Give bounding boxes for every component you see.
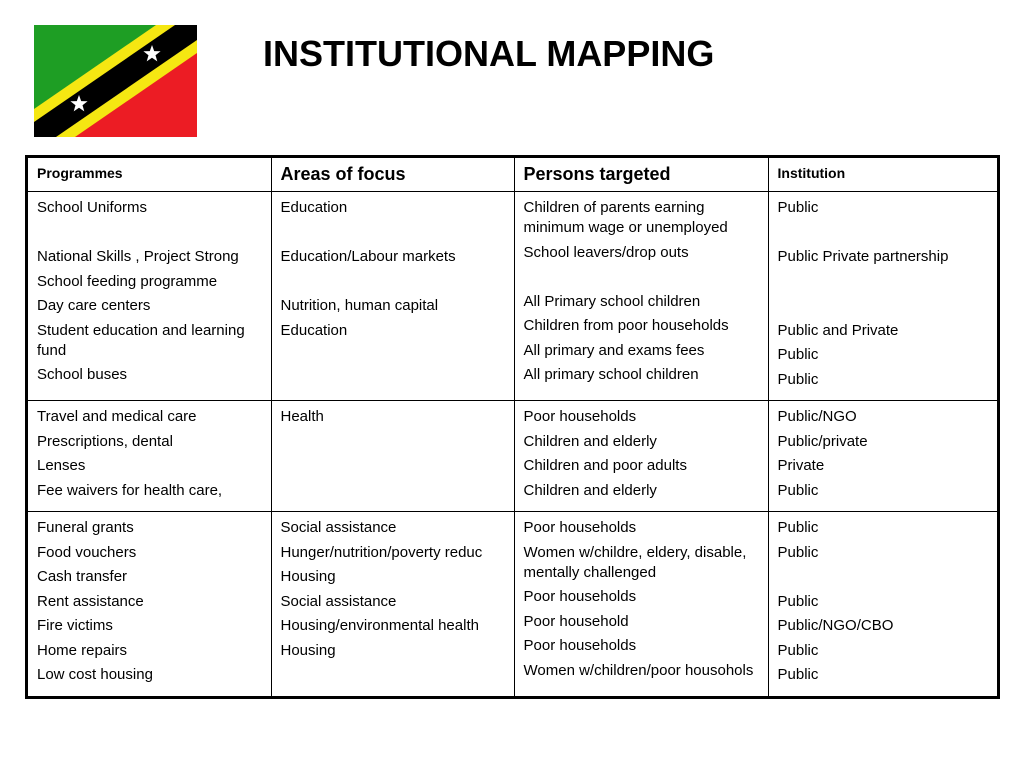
header-programmes: Programmes (28, 158, 271, 192)
cell-line: Public (777, 641, 819, 659)
cell-line: Funeral grants (37, 519, 134, 536)
cell-line: All primary and exams fees (523, 341, 705, 359)
header-institution: Institution (768, 158, 997, 192)
cell-line: Cash transfer (37, 568, 128, 585)
cell-line: National Skills , Project Strong (37, 248, 239, 265)
cell-line: Private (777, 457, 825, 474)
cell-line (524, 267, 759, 287)
cell-programmes (28, 512, 271, 696)
cell-line: Housing/environmental health (280, 617, 479, 634)
cell-line: Children and elderly (523, 481, 657, 499)
cell-line (281, 272, 505, 292)
header-row (28, 158, 997, 192)
cell-line (778, 567, 989, 587)
cell-line: Student education and learning fund (37, 321, 245, 359)
cell-line: Housing (280, 641, 336, 659)
cell-line: Public (777, 592, 819, 610)
saint-kitts-and-nevis-flag (34, 25, 197, 137)
cell-line: Social assistance (280, 592, 397, 610)
cell-line: Nutrition, human capital (280, 297, 439, 314)
cell-line (778, 223, 989, 243)
cell-areas-of-focus (271, 192, 514, 401)
cell-line: Public Private partnership (777, 248, 949, 265)
cell-line: Public (777, 543, 819, 561)
cell-line: Women w/childre, eldery, disable, mentally challenged (523, 543, 747, 581)
cell-line: Public (777, 346, 819, 363)
cell-persons-targeted (514, 192, 768, 401)
cell-line: Public (777, 481, 819, 499)
cell-line: Public (777, 519, 819, 536)
cell-areas-of-focus (271, 401, 514, 512)
cell-line: Fire victims (37, 617, 113, 634)
cell-programmes (28, 192, 271, 401)
cell-line: Poor households (523, 408, 637, 425)
cell-line: Education/Labour markets (280, 248, 456, 265)
cell-line: Travel and medical care (37, 408, 197, 425)
cell-line: Public (777, 666, 819, 683)
cell-line: Education (280, 321, 348, 339)
cell-line: Low cost housing (37, 666, 153, 683)
page-title: INSTITUTIONAL MAPPING (263, 33, 715, 74)
cell-line: Prescriptions, dental (37, 432, 173, 450)
cell-line: Fee waivers for health care, (37, 481, 223, 499)
cell-programmes (28, 401, 271, 512)
cell-institution (768, 512, 997, 696)
cell-line (37, 223, 262, 243)
cell-persons-targeted (514, 512, 768, 696)
cell-line: Poor households (523, 637, 637, 654)
cell-line: Public/NGO (777, 408, 857, 425)
table-row (28, 401, 997, 512)
table-row (28, 192, 997, 401)
cell-line: Public (777, 370, 819, 388)
cell-line: Poor households (523, 588, 637, 605)
cell-institution (768, 192, 997, 401)
cell-line: Public/private (777, 432, 868, 450)
table-row (28, 512, 997, 696)
cell-line: Rent assistance (37, 592, 144, 610)
cell-line: School buses (37, 366, 128, 383)
cell-line: Hunger/nutrition/poverty reduc (280, 543, 483, 561)
cell-line: All Primary school children (523, 292, 701, 310)
cell-line: Home repairs (37, 641, 128, 659)
cell-persons-targeted (514, 401, 768, 512)
cell-line: Public/NGO/CBO (777, 617, 894, 634)
cell-line: Public (777, 199, 819, 216)
cell-line (281, 223, 505, 243)
institutional-mapping-table (25, 155, 1000, 699)
cell-line: Day care centers (37, 297, 151, 314)
cell-areas-of-focus (271, 512, 514, 696)
cell-line: Children of parents earning minimum wage or unemployed (523, 199, 728, 236)
cell-line: Children and elderly (523, 432, 657, 450)
cell-line: School leavers/drop outs (523, 243, 689, 261)
header-persons-targeted: Persons targeted (514, 158, 768, 192)
cell-line: Women w/children/poor housohols (523, 661, 754, 679)
cell-line: Lenses (37, 457, 86, 474)
cell-line: Poor household (523, 612, 629, 630)
cell-line: Children from poor households (523, 317, 729, 334)
cell-line: Public and Private (777, 321, 899, 339)
cell-line: Social assistance (280, 519, 397, 536)
cell-line: Health (280, 408, 324, 425)
cell-line: Housing (280, 568, 336, 585)
cell-line: Poor households (523, 519, 637, 536)
cell-line: School Uniforms (37, 199, 148, 216)
cell-line: School feeding programme (37, 272, 218, 290)
header-areas-of-focus: Areas of focus (271, 158, 514, 192)
cell-line: Children and poor adults (523, 457, 687, 474)
cell-line: Food vouchers (37, 543, 137, 561)
cell-line: Education (280, 199, 348, 216)
cell-line: All primary school children (523, 366, 699, 383)
cell-line (778, 272, 989, 292)
cell-institution (768, 401, 997, 512)
cell-line (778, 296, 989, 316)
